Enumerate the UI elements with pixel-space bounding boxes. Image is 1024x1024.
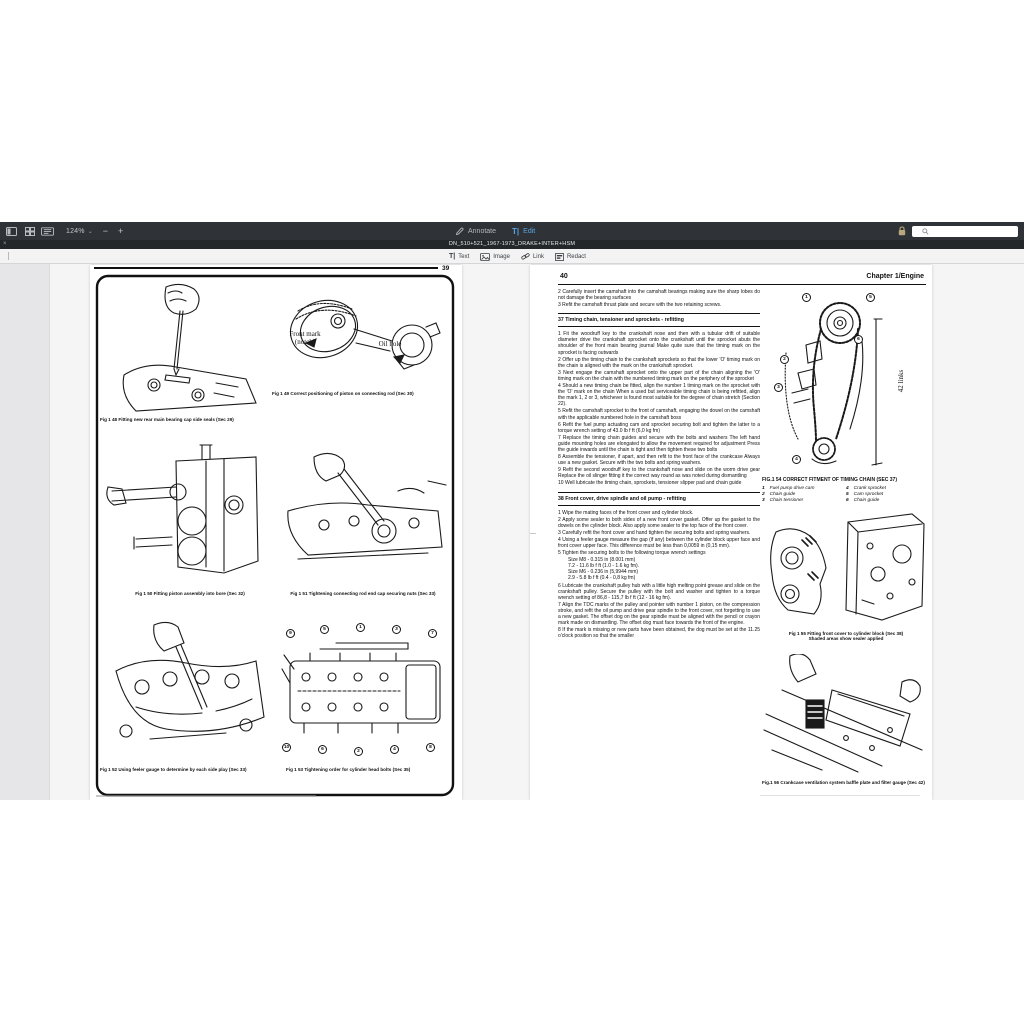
figure-1-55-illustration [762,510,930,628]
pdf-viewport[interactable] [0,264,1024,800]
chapter-header: Chapter 1/Engine [866,273,924,280]
grid-view-icon[interactable] [23,225,36,237]
legend-entry: 3 Chain tensioner [762,498,804,503]
link-tool-icon [521,252,530,261]
figure-1-48-caption: Fig 1 48 Fitting new rear main bearing cap side seals (Sec 29) [100,417,234,422]
zoom-out-button[interactable]: − [102,225,109,236]
legend-entry: 1 Fuel pump drive cam [762,486,815,491]
bolt-order-callout: 9 [286,629,295,638]
header-rule [558,284,926,285]
torque-spec-line: 2.9 - 5.8 lb f ft (0.4 - 0,8 kg fm) [568,575,636,582]
search-input[interactable] [929,227,1009,236]
bolt-order-callout: 5 [320,625,329,634]
zoom-in-button[interactable]: + [118,225,124,236]
edit-link-button[interactable] [521,252,544,261]
bolt-order-callout: 1 [356,623,365,632]
manual-paragraph: 6 Refit the fuel pump actuating cam and sprocket securing bolt and tighten the latter to a torque wrench setting of 43.0 lb f ft (6,0 kg fm) [558,421,760,434]
manual-paragraph: 3 Next engage the camshaft sprocket onto the upper part of the chain aligning the 'O' timing mark on the chain with the numbered timing mark on the periphery of the sprocket [558,369,760,382]
figure-1-50-caption: Fig 1 50 Fitting piston assembly into bore (Sec 32) [135,591,245,596]
edit-link-label: Link [532,253,544,260]
chevron-down-icon: ⌄ [87,228,93,235]
manual-paragraph: 4 Using a feeler gauge measure the gap (if any) between the cylinder block upper face and front cover upper face. This difference must be less than 0,0059 in (0,15 mm). [558,536,760,549]
bolt-order-callout: 7 [428,629,437,638]
manual-paragraph: 3 Carefully refit the front cover and hand tighten the securing bolts and spring washers. [558,529,751,536]
chain-links-label: 42 links [896,369,905,393]
section-37-heading: 37 Timing chain, tensioner and sprockets - refitting [558,313,760,327]
top-toolbar [0,222,1024,240]
manual-paragraph: 3 Refit the camshaft thrust plate and secure with the two retaining screws. [558,302,722,309]
manual-paragraph: 8 If the mark is missing or new parts have been obtained, the dog must be set at the 11.25 o'clock position so that the smaller [558,627,760,640]
manual-paragraph: 1 Fit the woodruff key to the crankshaft nose and then with a tubular drift of suitable diameter drive the crankshaft sprocket onto the crankshaft until the sprocket abuts the shoulder of the front main bearing journal Make quite sure that the timing mark on the sprocket is facing outwards [558,331,760,356]
pdf-page-40 [530,265,932,800]
manual-paragraph: 9 Refit the second woodruff key to the crankshaft nose and slide on the worm drive gear Replace the oil slinger fitting it the correct way round as was noted during dismantling [558,467,760,480]
figure-1-50-illustration [106,443,266,585]
manual-paragraph: 7 Align the TDC marks of the pulley and pointer with number 1 piston, on the compression stroke, and refit the oil pump and drive gear spindle to the front cover, not forgetting to use a new gasket. The offset dog on the gear spindle must be aligned with the pencil or crayon mark made on dismantling. The offset dog must face towards the front of the engine. [558,601,760,627]
manual-paragraph: 5 Refit the camshaft sprocket to the front of camshaft, engaging the dowel on the camshaft with the applicable numbered hole in the camshaft boss [558,408,760,421]
pdf-page-39 [90,265,462,800]
manual-paragraph: 1 Wipe the mating faces of the front cover and cylinder block. [558,509,694,516]
manual-paragraph: 2 Carefully insert the camshaft into the camshaft bearings making sure the sharp lobes do not damage the bearing surfaces [558,289,760,302]
bolt-order-callout: 10 [283,745,290,750]
zoom-control[interactable] [66,228,93,235]
fig154-callout: 6 [854,335,863,344]
bolt-order-callout: 8 [426,743,435,752]
legend-entry: 5 Cam sprocket [846,492,884,497]
bolt-order-callout: 6 [318,745,327,754]
legend-entry: 4 Crank sprocket [846,486,886,491]
search-box[interactable] [912,226,1018,237]
lock-icon [898,226,906,236]
page-view-icon[interactable] [41,225,54,237]
collapsed-sidebar-strip [0,264,50,800]
manual-paragraph: 8 Assemble the tensioner, if apart, and then refit to the front face of the crankcase Always use a new gasket. Secure with the two bolts and spring washers. [558,454,760,467]
figure-1-54-legend [762,486,930,504]
page-39-number: 39 [442,265,450,272]
fig154-callout: 4 [792,455,801,464]
edit-image-button[interactable] [480,253,510,261]
legend-entry: 2 Chain guide [762,492,796,497]
figure-1-48-illustration [106,283,266,415]
search-icon [922,228,929,235]
figure-1-51-illustration [278,451,450,583]
bolt-order-callout: 3 [392,625,401,634]
edit-redact-label: Redact [566,253,586,260]
section-38-heading: 38 Front cover, drive spindle and oil pump - refitting [558,492,760,506]
figure-1-52-caption: Fig 1 52 Using feeler gauge to determine by each side play (Sec 33) [100,767,247,772]
text-tool-icon: T| [449,253,456,260]
page-40-number: 40 [560,273,568,280]
fig154-callout: 1 [802,293,811,302]
annotate-label: Annotate [468,227,497,235]
figure-1-56-illustration [762,654,930,776]
image-tool-icon [480,253,490,261]
edit-image-label: Image [493,253,510,260]
document-tab-title[interactable]: DN_510+521_1967-1973_DRAKE+INTER+HSM [448,241,576,247]
manual-paragraph: 6 Lubricate the crankshaft pulley hub with a little high melting point grease and slide on the crankshaft pulley. Secure the pulley with the bolt and washer and tighten to a torque wrench setting of 86,8 - 115,7 lb f ft (12 - 16 kg fm). [558,582,760,601]
torque-spec-line: 7.2 - 11.6 lb f ft (1.0 - 1.6 kg fm). [568,563,640,570]
manual-paragraph: 10 Well lubricate the timing chain, sprockets, tensioner slipper pad and chain guide [558,480,742,487]
page-40-text-column [558,289,760,640]
tab-close-button[interactable]: × [3,241,7,247]
figure-1-49-caption: Fig 1 49 Correct positioning of piston on connecting rod (Sec 30) [272,391,414,396]
figure-1-55-caption: Fig 1 55 Fitting front cover to cylinder block (Sec 38) Shaded areas show sealer applied [788,631,904,642]
fig154-callout: 3 [774,383,783,392]
torque-spec-line: Size M6 - 0.236 in (5,9944 mm) [568,569,639,576]
document-tab-bar [0,240,1024,249]
manual-paragraph: 4 Should a new timing chain be fitted, align the number 1 timing mark on the sprocket with the 'O' mark on the chain When a used but serviceable timing chain is being refitted, align the mark 1, 2 or 3, whichever is found most suitable for the degree of chain stretch (Section 22). [558,383,760,408]
bolt-order-callout: 2 [354,747,363,756]
manual-paragraph: 5 Tighten the securing bolts to the following torque wrench settings [558,550,706,557]
torque-spec-line: Size M8 - 0.315 in (8.001 mm) [568,557,636,564]
piston-front-mark-label: Front mark (notch) [289,330,321,346]
figure-1-51-caption: Fig 1 51 Tightening connecting rod end cap securing nuts (Sec 33) [290,591,436,596]
figure-1-54 [762,289,930,475]
figure-1-54-title: FIG.1 54 CORRECT FITMENT OF TIMING CHAIN (SEC 37) [762,477,898,483]
text-edit-icon: T| [512,226,520,236]
edit-label: Edit [523,227,536,235]
edit-text-button[interactable] [449,253,469,260]
toolbar-drag-handle[interactable] [8,252,9,260]
figure-1-53-caption: Fig 1 53 Tightening order for cylinder head bolts (Sec 35) [286,767,411,772]
figure-1-56-caption: Fig.1 56 Crankcase ventilation system baffle plate and filter gauge (Sec 42) [762,779,925,785]
manual-paragraph: 2 Offer up the timing chain to the crankshaft sprockets so that the lower 'O' timing mark on the chain is aligned with the mark on the crankshaft sprocket. [558,356,760,369]
fig154-callout: 5 [866,293,875,302]
manual-paragraph: 7 Replace the timing chain guides and secure with the bolts and washers The left hand guide mounting holes are elongated to allow the movement required for adjustment Press the guide inwards until the chain is tight and then tighten these two bolts [558,434,760,453]
figure-1-52-illustration [106,621,272,761]
edit-toolbar [0,249,1024,264]
edit-redact-button[interactable] [555,253,586,261]
fig154-callout: 2 [780,355,789,364]
edit-mode-button[interactable] [512,227,535,236]
edit-text-label: Text [458,253,470,260]
legend-entry: 6 Chain guide [846,498,880,503]
zoom-level-value: 124% [66,227,85,235]
manual-paragraph: 2 Apply some sealer to both sides of a new front cover gasket. Offer up the gasket to the dowels on the cylinder block. Also apply some sealer to the top face of the front cover. [558,516,760,529]
bolt-order-callout: 4 [390,745,399,754]
figure-1-53-illustration [280,625,450,759]
redact-tool-icon [555,253,564,261]
piston-oil-hole-label: Oil hole [378,340,402,348]
pen-icon [455,227,464,236]
page-40-figure-column [762,289,930,785]
annotate-mode-button[interactable] [455,227,496,236]
sidebar-toggle-icon[interactable] [5,225,18,237]
